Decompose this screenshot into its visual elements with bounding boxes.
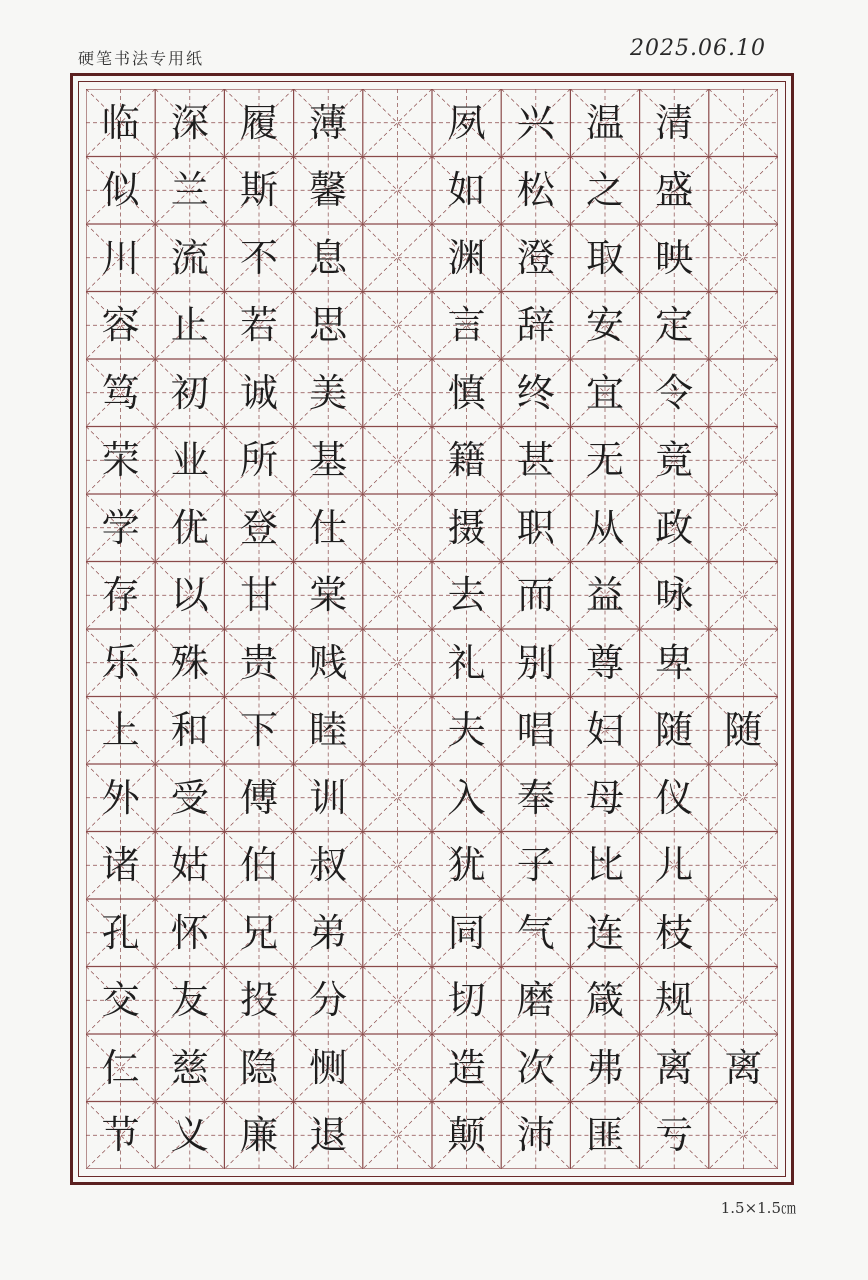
handwritten-character: 外	[101, 775, 140, 820]
handwritten-character: 政	[655, 505, 694, 550]
handwritten-character: 温	[585, 100, 624, 145]
handwritten-character: 登	[239, 505, 278, 550]
handwritten-character: 取	[585, 235, 624, 280]
handwritten-character: 离	[655, 1045, 694, 1090]
handwritten-character: 仪	[655, 775, 694, 820]
handwritten-character: 母	[585, 775, 624, 820]
grid-size-note: 1.5×1.5㎝	[720, 1199, 796, 1217]
handwritten-character: 随	[655, 708, 694, 753]
handwritten-character: 映	[655, 235, 694, 280]
handwritten-character: 棠	[309, 573, 348, 618]
handwritten-character: 基	[309, 438, 348, 483]
handwritten-character: 斯	[239, 168, 278, 213]
handwritten-character: 益	[585, 573, 624, 618]
handwritten-character: 夙	[447, 100, 486, 145]
handwritten-character: 甚	[516, 438, 555, 483]
handwritten-character: 气	[516, 910, 555, 955]
handwritten-character: 息	[309, 235, 348, 280]
handwritten-character: 弗	[585, 1045, 624, 1090]
paper-title: 硬笔书法专用纸	[78, 49, 205, 68]
handwritten-character: 终	[516, 370, 555, 415]
handwritten-character: 卑	[655, 640, 694, 685]
handwritten-character: 若	[239, 303, 278, 348]
handwritten-character: 辞	[516, 303, 555, 348]
handwritten-character: 渊	[447, 235, 486, 280]
handwritten-character: 初	[170, 370, 209, 415]
handwritten-character: 优	[170, 505, 209, 550]
handwritten-character: 殊	[170, 640, 209, 685]
handwritten-character: 退	[309, 1113, 348, 1158]
handwritten-character: 匪	[585, 1113, 624, 1158]
handwritten-character: 兰	[170, 168, 209, 213]
handwritten-date: 2025.06.10	[630, 36, 766, 61]
handwritten-character: 流	[170, 235, 209, 280]
handwritten-character: 唱	[516, 708, 555, 753]
handwritten-character: 义	[170, 1113, 209, 1158]
handwritten-character: 睦	[309, 708, 348, 753]
handwritten-character: 分	[309, 978, 348, 1023]
handwritten-character: 怀	[170, 910, 209, 955]
handwritten-character: 节	[101, 1113, 140, 1158]
handwritten-character: 川	[101, 235, 140, 280]
handwritten-character: 履	[239, 100, 278, 145]
handwritten-character: 慎	[447, 370, 486, 415]
handwritten-character: 傅	[239, 775, 278, 820]
handwritten-character: 摄	[447, 505, 486, 550]
handwritten-character: 同	[447, 910, 486, 955]
handwritten-character: 下	[239, 708, 278, 753]
handwritten-character: 籍	[447, 438, 486, 483]
handwritten-character: 妇	[585, 708, 624, 753]
handwritten-character: 弟	[309, 910, 348, 955]
handwritten-character: 比	[585, 843, 624, 888]
handwritten-character: 安	[585, 303, 624, 348]
handwritten-character: 宜	[585, 370, 624, 415]
handwritten-character: 临	[101, 100, 140, 145]
handwritten-character: 清	[655, 100, 694, 145]
handwritten-character: 廉	[239, 1113, 278, 1158]
handwritten-character: 澄	[516, 235, 555, 280]
handwritten-character: 去	[447, 573, 486, 618]
handwritten-character: 似	[101, 168, 140, 213]
handwritten-character: 学	[101, 505, 140, 550]
handwritten-character: 友	[170, 978, 209, 1023]
handwritten-character: 造	[447, 1045, 486, 1090]
handwritten-character: 兴	[516, 100, 555, 145]
handwritten-character: 业	[170, 438, 209, 483]
handwritten-character: 受	[170, 775, 209, 820]
handwritten-character: 颠	[447, 1113, 486, 1158]
handwritten-character: 深	[170, 100, 209, 145]
handwritten-character: 竟	[655, 438, 694, 483]
handwritten-character: 诸	[101, 843, 140, 888]
handwritten-character: 离	[724, 1045, 763, 1090]
handwritten-character: 仁	[101, 1045, 140, 1090]
handwritten-character: 别	[516, 640, 555, 685]
handwritten-character: 盛	[655, 168, 694, 213]
handwritten-character: 存	[101, 573, 140, 618]
handwritten-character: 叔	[309, 843, 348, 888]
handwritten-character: 子	[516, 843, 555, 888]
handwritten-character: 所	[239, 438, 278, 483]
practice-grid	[86, 89, 778, 1169]
handwritten-character: 交	[101, 978, 140, 1023]
handwritten-character: 馨	[309, 168, 348, 213]
handwritten-character: 连	[585, 910, 624, 955]
handwritten-character: 慈	[170, 1045, 209, 1090]
handwritten-character: 次	[516, 1045, 555, 1090]
handwritten-character: 亏	[655, 1113, 694, 1158]
handwritten-character: 言	[447, 303, 486, 348]
handwritten-character: 笃	[101, 370, 140, 415]
handwritten-character: 咏	[655, 573, 694, 618]
handwritten-character: 训	[309, 775, 348, 820]
handwritten-character: 之	[585, 168, 624, 213]
handwritten-character: 从	[585, 505, 624, 550]
handwritten-character: 薄	[309, 100, 348, 145]
handwritten-character: 职	[516, 505, 555, 550]
handwritten-character: 定	[655, 303, 694, 348]
handwritten-character: 容	[101, 303, 140, 348]
handwritten-character: 仕	[309, 505, 348, 550]
handwritten-character: 乐	[101, 640, 140, 685]
handwritten-character: 礼	[447, 640, 486, 685]
handwritten-character: 贱	[309, 640, 348, 685]
handwritten-character: 诚	[239, 370, 278, 415]
handwritten-character: 贵	[239, 640, 278, 685]
handwritten-character: 犹	[447, 843, 486, 888]
handwritten-character: 无	[585, 438, 624, 483]
handwritten-character: 思	[309, 303, 348, 348]
handwritten-character: 箴	[585, 978, 624, 1023]
handwritten-character: 切	[447, 978, 486, 1023]
handwritten-character: 以	[170, 573, 209, 618]
handwritten-character: 随	[724, 708, 763, 753]
handwritten-character: 隐	[239, 1045, 278, 1090]
handwritten-character: 不	[239, 235, 278, 280]
handwritten-character: 令	[655, 370, 694, 415]
handwritten-character: 兄	[239, 910, 278, 955]
handwritten-character: 规	[655, 978, 694, 1023]
handwritten-character: 止	[170, 303, 209, 348]
handwritten-character: 投	[239, 978, 278, 1023]
handwritten-character: 伯	[239, 843, 278, 888]
handwritten-character: 姑	[170, 843, 209, 888]
handwritten-character: 如	[447, 168, 486, 213]
handwritten-character: 甘	[239, 573, 278, 618]
handwritten-character: 而	[516, 573, 555, 618]
handwritten-character: 入	[447, 775, 486, 820]
handwritten-character: 尊	[585, 640, 624, 685]
handwritten-character: 松	[516, 168, 555, 213]
handwritten-character: 恻	[309, 1045, 348, 1090]
handwritten-character: 上	[101, 708, 140, 753]
handwritten-character: 美	[309, 370, 348, 415]
handwritten-character: 沛	[516, 1113, 555, 1158]
handwritten-character: 夫	[447, 708, 486, 753]
handwritten-character: 儿	[655, 843, 694, 888]
handwritten-character: 荣	[101, 438, 140, 483]
handwritten-character: 磨	[516, 978, 555, 1023]
handwritten-character: 奉	[516, 775, 555, 820]
handwritten-character: 和	[170, 708, 209, 753]
handwritten-character: 孔	[101, 910, 140, 955]
handwritten-character: 枝	[655, 910, 694, 955]
